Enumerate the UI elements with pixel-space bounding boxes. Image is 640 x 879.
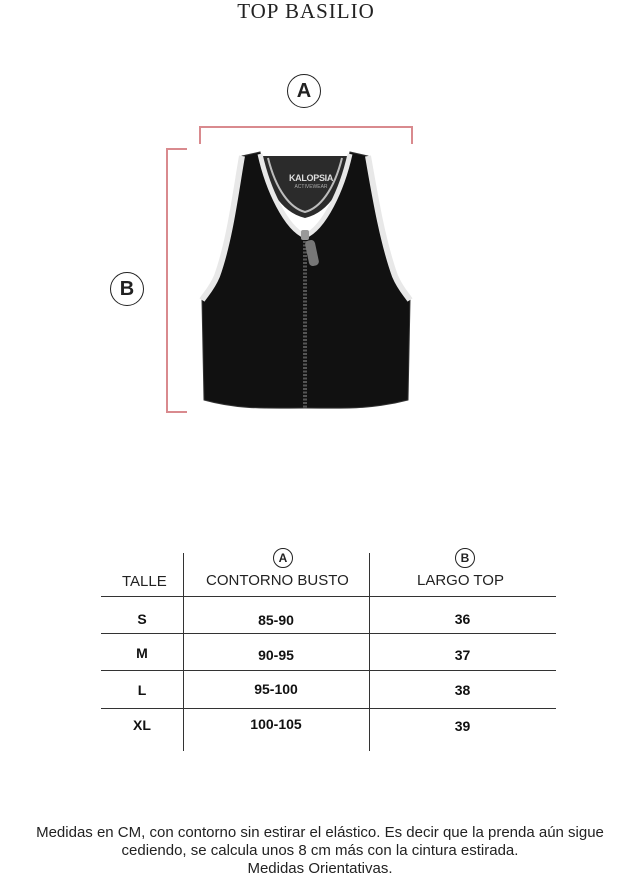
table-rule xyxy=(101,596,556,597)
size-table xyxy=(0,540,640,760)
length-cell: 39 xyxy=(454,718,471,734)
footnote-line-2: cediendo, se calcula unos 8 cm más con la cintura estirada. xyxy=(121,842,519,859)
brand-logo: KALOPSIA xyxy=(288,173,334,183)
table-rule xyxy=(101,670,556,671)
measure-line-b xyxy=(166,148,168,412)
label-a-badge: A xyxy=(287,74,321,108)
bust-cell: 100-105 xyxy=(250,716,302,732)
measure-tick-a-left xyxy=(199,126,201,144)
header-largo-top: LARGO TOP xyxy=(417,572,504,589)
footnote-line-1: Medidas en CM, con contorno sin estirar el elástico. Es decir que la prenda aún sigue xyxy=(36,824,604,841)
header-contorno-busto: CONTORNO BUSTO xyxy=(206,572,349,589)
bust-cell: 95-100 xyxy=(254,681,298,697)
length-cell: 38 xyxy=(454,682,471,698)
table-divider-2 xyxy=(369,553,370,751)
table-divider-1 xyxy=(183,553,184,751)
table-rule xyxy=(101,708,556,709)
label-b-badge: B xyxy=(110,272,144,306)
measure-tick-a-right xyxy=(411,126,413,144)
bust-cell: 85-90 xyxy=(258,612,294,628)
size-cell: M xyxy=(136,645,148,661)
measure-tick-b-top xyxy=(166,148,187,150)
length-cell: 36 xyxy=(454,611,471,627)
size-cell: XL xyxy=(133,717,151,733)
page-title: TOP BASILIO xyxy=(237,0,375,23)
table-rule xyxy=(101,633,556,634)
measure-tick-b-bottom xyxy=(166,411,187,413)
bust-cell: 90-95 xyxy=(258,647,294,663)
footnote xyxy=(0,824,640,878)
footnote-line-3: Medidas Orientativas. xyxy=(247,860,393,877)
length-cell: 37 xyxy=(454,647,471,663)
header-b-badge: B xyxy=(455,548,475,568)
brand-subtitle: ACTIVEWEAR xyxy=(294,184,328,190)
header-a-badge: A xyxy=(273,548,293,568)
header-size: TALLE xyxy=(122,573,167,590)
measure-line-a xyxy=(199,126,412,128)
size-cell: L xyxy=(137,682,147,698)
size-cell: S xyxy=(137,611,147,627)
